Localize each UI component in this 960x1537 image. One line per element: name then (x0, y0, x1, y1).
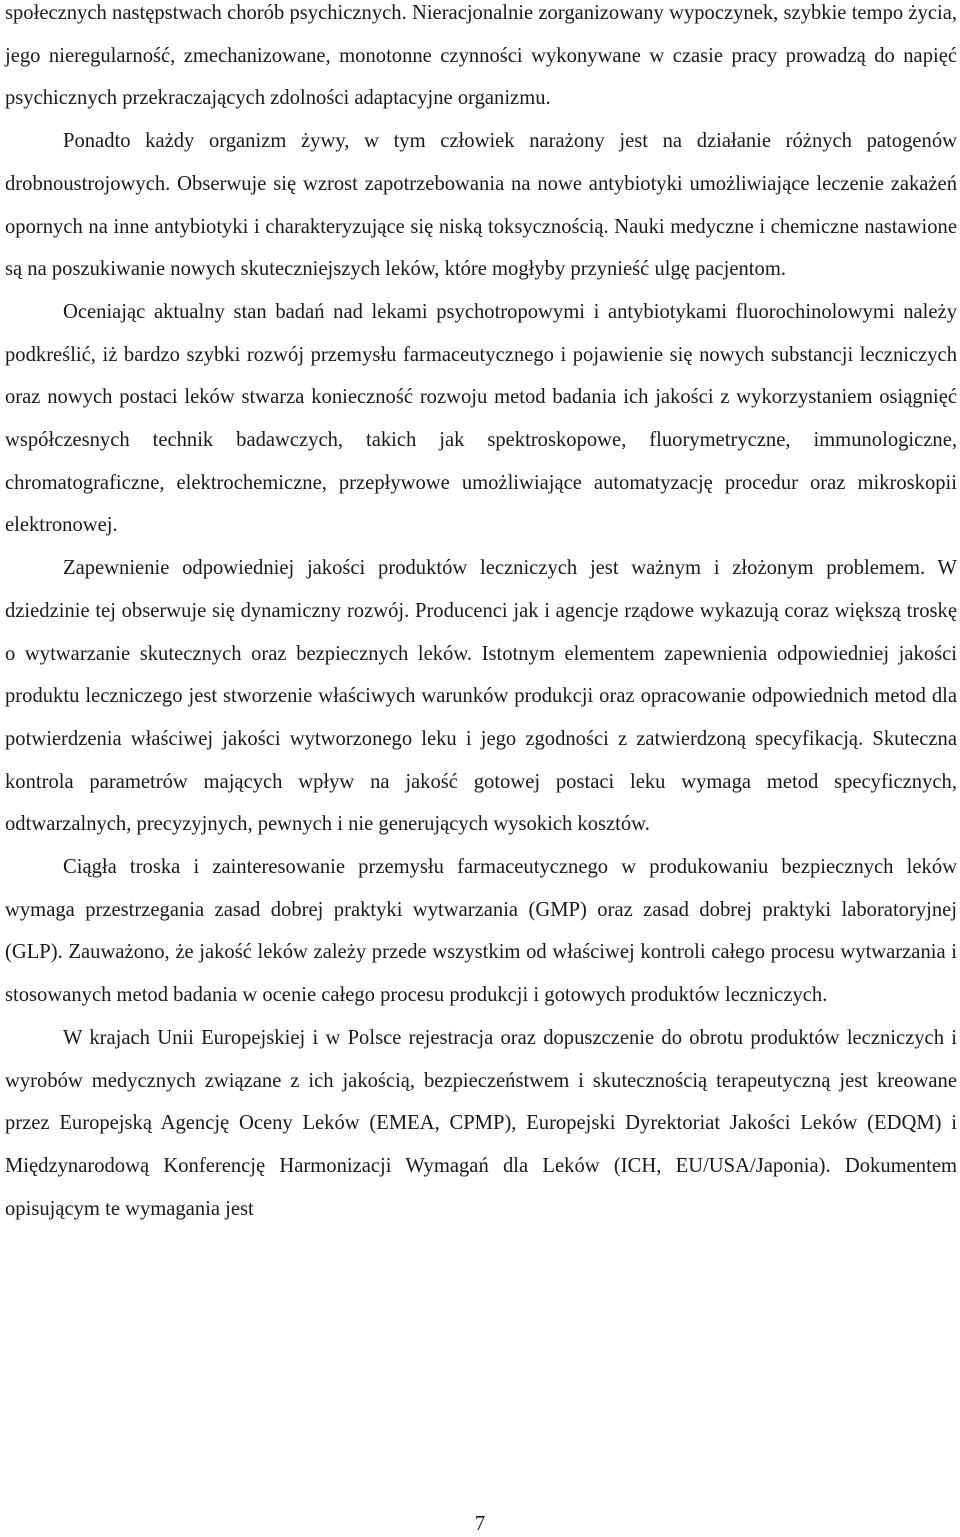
paragraph-eu-registration: W krajach Unii Europejskiej i w Polsce rejestracja oraz dopuszczenie do obrotu produktów leczniczych i wyrobów medycznych związane z ich jakością, bezpieczeństwem i skutecznością terapeutyczną jest kreowane przez Europejską Agencję Oceny Leków (EMEA, CPMP), Europejski Dyrektoriat Jakości Leków (EDQM) i Międzynarodową Konferencję Harmonizacji Wymagań dla Leków (ICH, EU/USA/Japonia). Dokumentem opisującym te wymagania jest (5, 1026, 957, 1220)
paragraph-continued: społecznych następstwach chorób psychicznych. Nieracjonalnie zorganizowany wypoczynek, szybkie tempo życia, jego nieregularność, zmechanizowane, monotonne czynności wykonywane w czasie pracy prowadzą do napięć psychicznych przekraczających zdolności adaptacyjne organizmu. (5, 2, 957, 110)
body-text (5, 0, 957, 1230)
paragraph-quality-assurance: Zapewnienie odpowiedniej jakości produktów leczniczych jest ważnym i złożonym problemem. W dziedzinie tej obserwuje się dynamiczny rozwój. Producenci jak i agencje rządowe wykazują coraz większą troskę o wytwarzanie skutecznych oraz bezpiecznych leków. Istotnym elementem zapewnienia odpowiedniej jakości produktu leczniczego jest stworzenie właściwych warunków produkcji oraz opracowanie odpowiednich metod dla potwierdzenia właściwej jakości wytworzonego leku i jego zgodności z zatwierdzoną specyfikacją. Skuteczna kontrola parametrów mających wpływ na jakość gotowej postaci leku wymaga metod specyficznych, odtwarzalnych, precyzyjnych, pewnych i nie generujących wysokich kosztów. (5, 557, 957, 836)
paragraph-pathogens: Ponadto każdy organizm żywy, w tym człowiek narażony jest na działanie różnych patogenów drobnoustrojowych. Obserwuje się wzrost zapotrzebowania na nowe antybiotyki umożliwiające leczenie zakażeń opornych na inne antybiotyki i charakteryzujące się niską toksycznością. Nauki medyczne i chemiczne nastawione są na poszukiwanie nowych skuteczniejszych leków, które mogłyby przynieść ulgę pacjentom. (5, 130, 957, 281)
paragraph-gmp-glp: Ciągła troska i zainteresowanie przemysłu farmaceutycznego w produkowaniu bezpiecznych leków wymaga przestrzegania zasad dobrej praktyki wytwarzania (GMP) oraz zasad dobrej praktyki laboratoryjnej (GLP). Zauważono, że jakość leków zależy przede wszystkim od właściwej kontroli całego procesu wytwarzania i stosowanych metod badania w ocenie całego procesu produkcji i gotowych produktów leczniczych. (5, 856, 957, 1007)
paragraph-research-state: Oceniając aktualny stan badań nad lekami psychotropowymi i antybiotykami fluorochinolowymi należy podkreślić, iż bardzo szybki rozwój przemysłu farmaceutycznego i pojawienie się nowych substancji leczniczych oraz nowych postaci leków stwarza konieczność rozwoju metod badania ich jakości z wykorzystaniem osiągnięć współczesnych technik badawczych, takich jak spektroskopowe, fluorymetryczne, immunologiczne, chromatograficzne, elektrochemiczne, przepływowe umożliwiające automatyzację procedur oraz mikroskopii elektronowej. (5, 300, 957, 537)
page-number: 7 (474, 1513, 486, 1535)
